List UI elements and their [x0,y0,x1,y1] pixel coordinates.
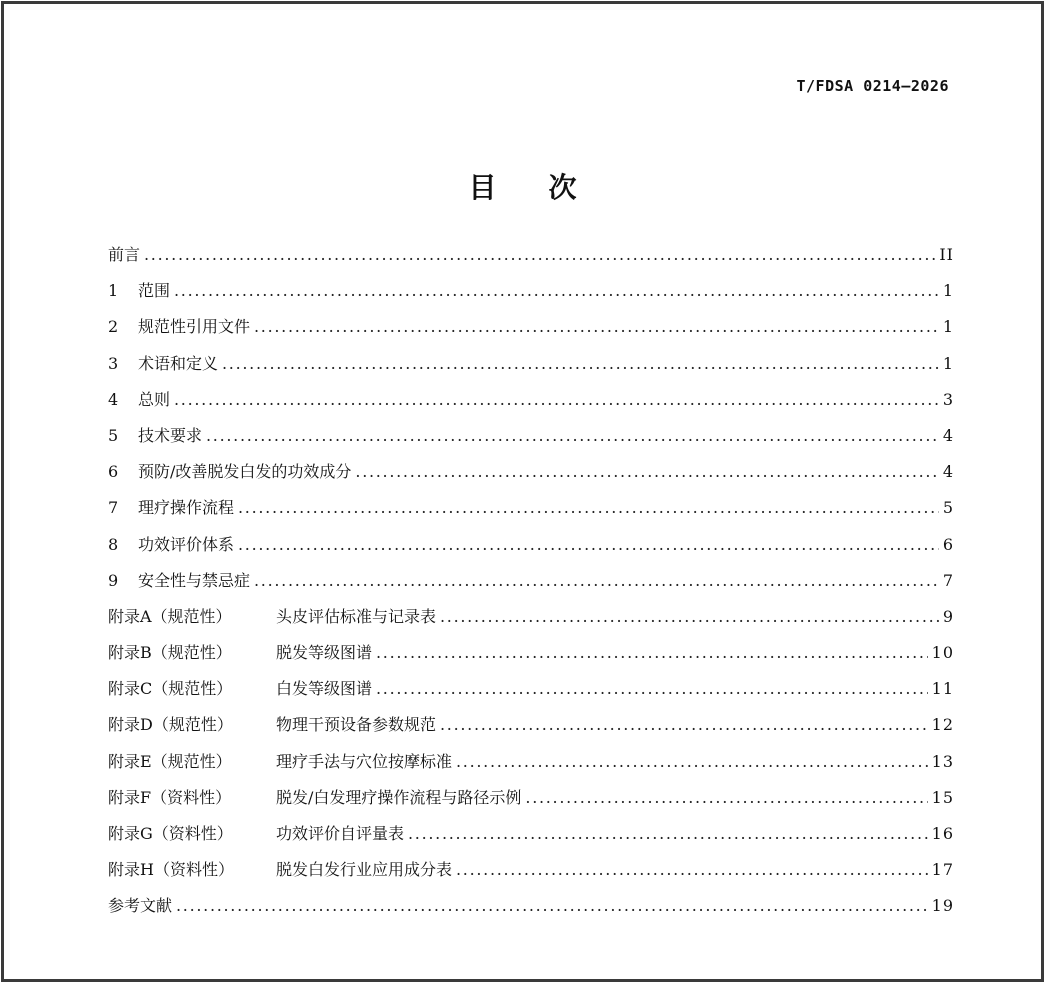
toc-entry-label: 脱发等级图谱 [276,643,373,663]
toc-entry[interactable] [108,387,954,423]
toc-entry[interactable] [108,857,954,893]
toc-leader-dots [440,715,928,734]
toc-entry-appendix-prefix: 附录G（资料性） [108,824,233,843]
toc-entry-appendix-prefix: 附录D（规范性） [108,715,233,735]
toc-entry[interactable] [108,532,954,568]
toc-entry[interactable] [108,821,954,857]
toc-entry-page-number: 10 [931,643,954,663]
toc-entry-page-number: 17 [931,860,954,880]
toc-entry-label: 技术要求 [138,425,203,445]
toc-entry-page-number: 11 [931,679,954,699]
toc-entry-page-number: 1 [942,281,954,301]
toc-entry-appendix-prefix: 附录C（规范性） [108,679,233,699]
toc-entry[interactable] [108,242,954,278]
toc-entry[interactable] [108,495,954,531]
toc-entry-page-number: 6 [942,534,954,554]
toc-leader-dots [456,860,928,879]
toc-entry[interactable] [108,314,954,350]
toc-entry-number: 7 [108,498,119,518]
toc-entry-page-number: 12 [931,715,954,735]
toc-entry[interactable] [108,749,954,785]
toc-entry-label: 总则 [138,389,171,409]
toc-entry-page-number: 19 [931,896,954,916]
toc-entry-label: 术语和定义 [138,353,219,373]
toc-entry-label: 参考文献 [108,896,173,916]
toc-entry-page-number: 1 [942,353,954,373]
toc-entry-label: 理疗操作流程 [138,498,235,518]
toc-leader-dots [174,390,939,409]
toc-leader-dots [176,896,928,915]
toc-entry-page-number: 9 [942,606,954,626]
toc-entry-appendix-prefix: 附录H（资料性） [108,860,234,880]
toc-entry-page-number: 16 [931,824,954,843]
toc-entry-label: 安全性与禁忌症 [138,570,251,590]
toc-entry-number: 4 [108,389,119,409]
toc-entry-page-number: 3 [942,389,954,409]
toc-entry-page-number: 1 [942,317,954,337]
toc-entry[interactable] [108,423,954,459]
toc-entry[interactable] [108,568,954,604]
toc-entry-page-number: 7 [942,570,954,590]
toc-entry[interactable] [108,351,954,387]
toc-entry-label: 功效评价自评量表 [276,824,405,843]
toc-leader-dots [376,679,928,698]
toc-entry-number: 2 [108,317,119,337]
toc-entry-number: 5 [108,425,119,445]
toc-entry[interactable] [108,604,954,640]
toc-entry-number: 6 [108,462,119,482]
toc-leader-dots [238,498,939,517]
toc-entry-label: 预防/改善脱发白发的功效成分 [138,462,352,482]
toc-leader-dots [254,571,939,590]
toc-leader-dots [456,752,928,771]
toc-entry-number: 3 [108,353,119,373]
toc-leader-dots [408,824,928,843]
toc-entry[interactable] [108,893,954,929]
toc-leader-dots [525,788,927,807]
toc-leader-dots [440,607,939,626]
toc-entry-label: 头皮评估标准与记录表 [276,606,437,626]
toc-entry-label: 功效评价体系 [138,534,235,554]
document-page [1,1,1044,982]
toc-entry-page-number: 4 [942,425,954,445]
toc-entry[interactable] [108,278,954,314]
toc-entry-appendix-prefix: 附录A（规范性） [108,606,232,626]
toc-leader-dots [376,643,928,662]
toc-entry[interactable] [108,785,954,821]
toc-leader-dots [206,426,939,445]
toc-entry-number: 9 [108,570,119,590]
toc-entry-page-number: 4 [942,462,954,482]
toc-entry-label: 理疗手法与穴位按摩标准 [276,751,453,771]
toc-entry-number: 1 [108,281,119,301]
toc-entry-appendix-prefix: 附录F（资料性） [108,787,232,807]
toc-entry[interactable] [108,676,954,712]
toc-leader-dots [355,462,938,481]
toc-leader-dots [254,317,939,336]
toc-entry[interactable] [108,712,954,748]
toc-entry-label: 脱发/白发理疗操作流程与路径示例 [276,787,522,807]
toc-entry-label: 前言 [108,245,141,264]
toc-entry-appendix-prefix: 附录E（规范性） [108,751,232,771]
toc-title: 目次 [468,171,629,204]
toc-entry-page-number: 13 [931,751,954,771]
toc-leader-dots [238,535,939,554]
toc-entry-label: 白发等级图谱 [276,679,373,699]
toc-leader-dots [222,354,939,373]
toc-entry-number: 8 [108,534,119,554]
toc-entry-label: 范围 [138,281,171,301]
toc-list [108,242,954,930]
toc-entry-appendix-prefix: 附录B（规范性） [108,643,232,663]
toc-entry-page-number: 5 [942,498,954,518]
document-code: T/FDSA 0214—2026 [796,77,949,95]
toc-leader-dots [174,281,939,300]
toc-entry[interactable] [108,459,954,495]
toc-entry-page-number: 15 [931,787,954,807]
toc-entry-label: 脱发白发行业应用成分表 [276,860,453,880]
toc-entry-page-number: II [939,245,954,264]
toc-entry-label: 物理干预设备参数规范 [276,715,437,735]
toc-entry[interactable] [108,640,954,676]
toc-leader-dots [144,245,935,264]
toc-entry-label: 规范性引用文件 [138,317,251,337]
